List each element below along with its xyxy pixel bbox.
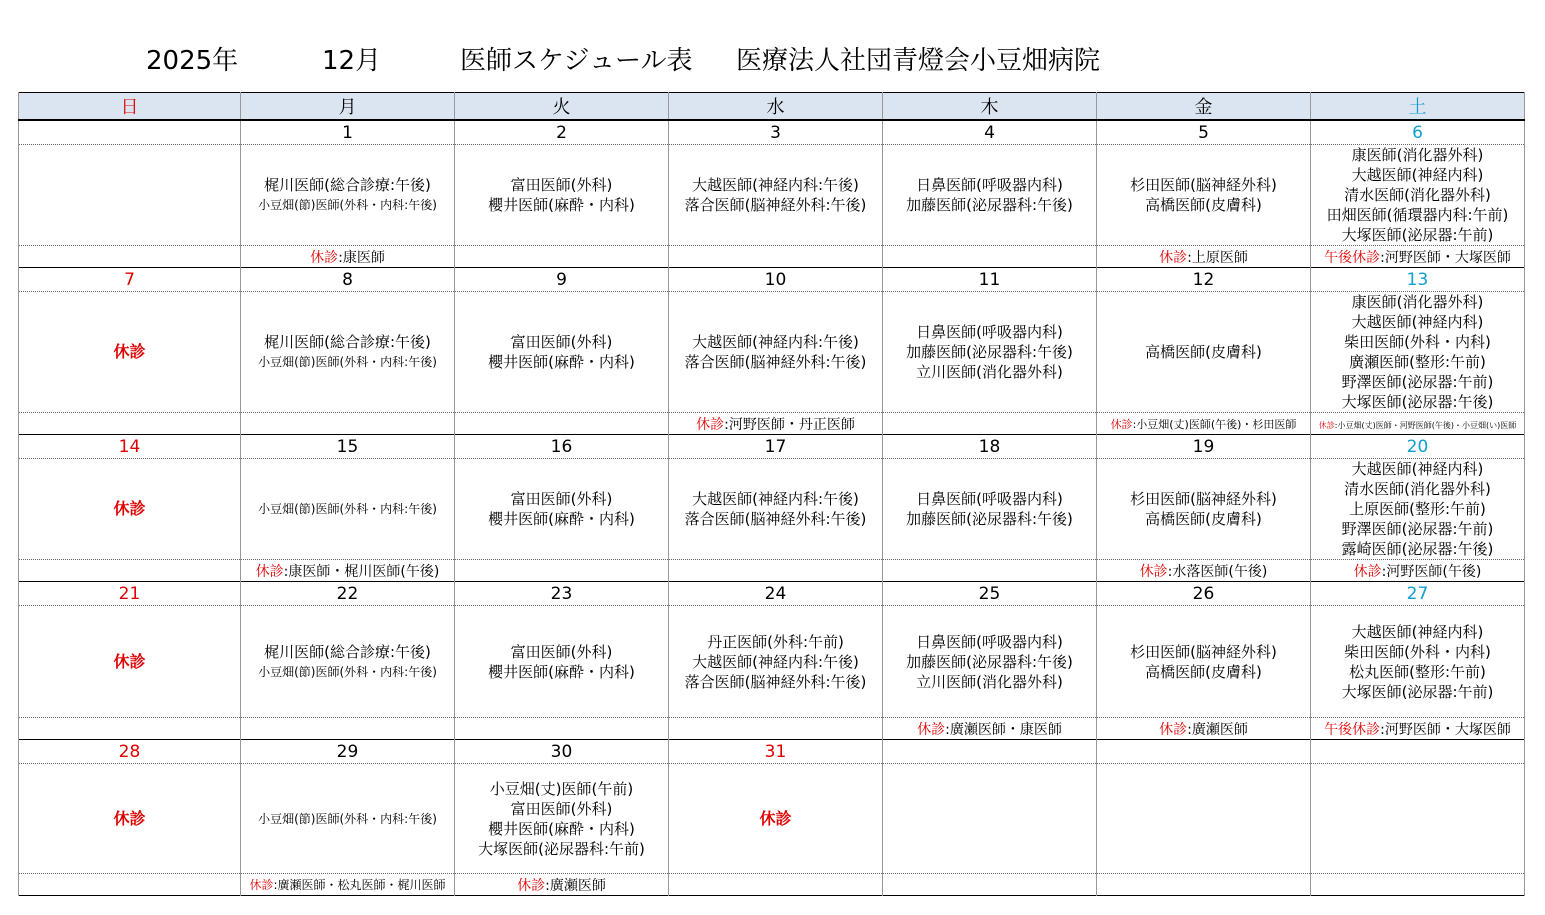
- doctor-entry: 杉田医師(脳神経外科): [1130, 642, 1277, 661]
- doctor-entry: 大塚医師(泌尿器:午前): [1341, 682, 1494, 701]
- weekday-tuesday: 火: [455, 93, 669, 121]
- closed-note-text: :康医師: [338, 249, 385, 266]
- weeks-body: [19, 120, 1525, 896]
- doctor-entry: 高橋医師(皮膚科): [1145, 196, 1262, 214]
- schedule-table: [18, 92, 1525, 896]
- note-cell-sat: [1311, 413, 1525, 435]
- doctor-entry: 野澤医師(泌尿器:午前): [1341, 373, 1494, 391]
- schedule-cell-sun: [19, 764, 241, 874]
- date-cell-sun: 7: [19, 268, 241, 292]
- date-cell-fri: [1097, 740, 1311, 764]
- schedule-cell-fri: [1097, 292, 1311, 413]
- doctor-entry: 大越医師(神経内科): [1351, 313, 1484, 331]
- note-cell-wed: [669, 246, 883, 268]
- doctor-entry: 梶川医師(総合診療:午後): [264, 642, 431, 661]
- date-cell-sat: 20: [1311, 435, 1525, 459]
- doctor-entry: 富田医師(外科): [510, 176, 613, 194]
- doctor-entry: 高橋医師(皮膚科): [1145, 343, 1262, 361]
- note-cell-tue: [455, 413, 669, 435]
- note-cell-tue: [455, 246, 669, 268]
- doctor-entry: 高橋医師(皮膚科): [1145, 510, 1262, 528]
- doctor-entry: 日鼻医師(呼吸器内科): [916, 323, 1063, 341]
- schedule-cell-fri: [1097, 459, 1311, 560]
- closed-note-text: :廣瀬医師: [545, 877, 606, 894]
- note-cell-fri: [1097, 874, 1311, 896]
- date-cell-tue: 30: [455, 740, 669, 764]
- note-cell-wed: [669, 413, 883, 435]
- date-cell-tue: 16: [455, 435, 669, 459]
- schedule-cell-thu: [883, 459, 1097, 560]
- doctor-entry: 小豆畑(節)医師(外科・内科:午後): [258, 355, 437, 369]
- note-row: [19, 413, 1525, 435]
- schedule-cell-thu: [883, 764, 1097, 874]
- date-cell-wed: 10: [669, 268, 883, 292]
- note-cell-wed: [669, 718, 883, 740]
- note-cell-sun: [19, 874, 241, 896]
- date-cell-mon: 15: [241, 435, 455, 459]
- closed-note-text: :河野医師(午後): [1381, 563, 1482, 580]
- date-cell-wed: 24: [669, 582, 883, 606]
- date-cell-thu: [883, 740, 1097, 764]
- schedule-cell-sun: [19, 145, 241, 246]
- note-cell-thu: [883, 246, 1097, 268]
- note-row: [19, 874, 1525, 896]
- doctor-entry: 加藤医師(泌尿器科:午後): [906, 196, 1073, 214]
- doctor-entry: 落合医師(脳神経外科:午後): [684, 510, 867, 528]
- doctor-entry: 大越医師(神経内科): [1351, 166, 1484, 184]
- closed-label: 休診: [113, 342, 146, 361]
- date-cell-thu: 25: [883, 582, 1097, 606]
- schedule-row: [19, 292, 1525, 413]
- schedule-cell-thu: [883, 606, 1097, 718]
- doctor-entry: 清水医師(消化器外科): [1344, 480, 1491, 498]
- date-cell-fri: 5: [1097, 120, 1311, 145]
- date-cell-sat: 6: [1311, 120, 1525, 145]
- note-cell-mon: [241, 413, 455, 435]
- closed-note-text: :河野医師・大塚医師: [1380, 249, 1511, 266]
- note-cell-sun: [19, 246, 241, 268]
- schedule-cell-tue: [455, 292, 669, 413]
- schedule-cell-mon: [241, 145, 455, 246]
- note-cell-sat: [1311, 874, 1525, 896]
- schedule-cell-tue: [455, 459, 669, 560]
- doctor-entry: 小豆畑(節)医師(外科・内科:午後): [258, 198, 437, 212]
- doctor-entry: 上原医師(整形:午前): [1349, 500, 1486, 518]
- schedule-cell-tue: [455, 145, 669, 246]
- date-cell-thu: 18: [883, 435, 1097, 459]
- doctor-entry: 大越医師(神経内科): [1351, 622, 1484, 641]
- note-cell-thu: [883, 413, 1097, 435]
- doctor-entry: 大越医師(神経内科:午後): [692, 176, 859, 194]
- doctor-entry: 櫻井医師(麻酔・内科): [488, 662, 635, 681]
- note-cell-thu: [883, 560, 1097, 582]
- doctor-entry: 松丸医師(整形:午前): [1349, 662, 1486, 681]
- doctor-entry: 康医師(消化器外科): [1351, 146, 1484, 164]
- weekday-saturday: 土: [1311, 93, 1525, 121]
- note-cell-fri: [1097, 718, 1311, 740]
- doctor-entry: 富田医師(外科): [510, 490, 613, 508]
- closed-note-label: 休診: [255, 563, 284, 580]
- closed-note-label: 休診: [517, 877, 546, 894]
- note-row: [19, 246, 1525, 268]
- doctor-entry: 櫻井医師(麻酔・内科): [488, 353, 635, 371]
- date-cell-fri: 26: [1097, 582, 1311, 606]
- schedule-row: [19, 764, 1525, 874]
- schedule-cell-tue: [455, 764, 669, 874]
- schedule-cell-thu: [883, 145, 1097, 246]
- note-cell-wed: [669, 874, 883, 896]
- note-cell-tue: [455, 560, 669, 582]
- closed-label: 休診: [759, 808, 792, 828]
- date-cell-thu: 4: [883, 120, 1097, 145]
- closed-note-text: :廣瀬医師・康医師: [945, 721, 1062, 738]
- doctor-entry: 露崎医師(泌尿器:午後): [1341, 540, 1494, 558]
- closed-note-label: 休診: [1159, 249, 1188, 266]
- title-heading: 医師スケジュール表: [460, 46, 693, 76]
- note-cell-sun: [19, 560, 241, 582]
- schedule-cell-wed: [669, 764, 883, 874]
- doctor-entry: 加藤医師(泌尿器科:午後): [906, 652, 1073, 671]
- page-title: [0, 40, 1545, 80]
- closed-note-label: 休診: [249, 878, 274, 892]
- note-cell-thu: [883, 718, 1097, 740]
- closed-note-text: :康医師・梶川医師(午後): [283, 563, 440, 580]
- note-cell-mon: [241, 246, 455, 268]
- doctor-entry: 大越医師(神経内科:午後): [692, 652, 859, 671]
- weekday-sunday: 日: [19, 93, 241, 121]
- schedule-cell-mon: [241, 459, 455, 560]
- note-cell-mon: [241, 718, 455, 740]
- date-row: [19, 435, 1525, 459]
- note-cell-mon: [241, 560, 455, 582]
- closed-note-label: 休診: [1353, 563, 1382, 580]
- closed-note-label: 午後休診: [1324, 721, 1381, 738]
- weekday-header-row: [19, 93, 1525, 121]
- doctor-entry: 小豆畑(節)医師(外科・内科:午後): [258, 811, 437, 826]
- weekday-wednesday: 水: [669, 93, 883, 121]
- doctor-entry: 田畑医師(循環器内科:午前): [1326, 206, 1509, 224]
- date-cell-sun: 21: [19, 582, 241, 606]
- doctor-entry: 櫻井医師(麻酔・内科): [488, 819, 635, 838]
- doctor-entry: 加藤医師(泌尿器科:午後): [906, 343, 1073, 361]
- doctor-entry: 大塚医師(泌尿器:午後): [1341, 393, 1494, 411]
- schedule-cell-fri: [1097, 145, 1311, 246]
- doctor-entry: 柴田医師(外科・内科): [1344, 642, 1491, 661]
- closed-note-text: :廣瀬医師: [1187, 721, 1248, 738]
- date-row: [19, 268, 1525, 292]
- doctor-entry: 加藤医師(泌尿器科:午後): [906, 510, 1073, 528]
- doctor-entry: 梶川医師(総合診療:午後): [264, 333, 431, 351]
- doctor-entry: 康医師(消化器外科): [1351, 293, 1484, 311]
- doctor-entry: 梶川医師(総合診療:午後): [264, 176, 431, 194]
- weekday-friday: 金: [1097, 93, 1311, 121]
- closed-note-label: 休診: [696, 416, 725, 433]
- date-row: [19, 582, 1525, 606]
- date-cell-thu: 11: [883, 268, 1097, 292]
- schedule-cell-fri: [1097, 764, 1311, 874]
- date-cell-sun: [19, 120, 241, 145]
- note-row: [19, 718, 1525, 740]
- schedule-cell-wed: [669, 145, 883, 246]
- schedule-cell-sat: [1311, 606, 1525, 718]
- schedule-row: [19, 606, 1525, 718]
- date-cell-wed: 3: [669, 120, 883, 145]
- closed-label: 休診: [113, 808, 146, 828]
- doctor-entry: 櫻井医師(麻酔・内科): [488, 196, 635, 214]
- doctor-entry: 富田医師(外科): [510, 799, 613, 818]
- note-cell-sat: [1311, 246, 1525, 268]
- doctor-entry: 柴田医師(外科・内科): [1344, 333, 1491, 351]
- title-month: 12月: [322, 46, 382, 76]
- note-cell-sat: [1311, 718, 1525, 740]
- date-cell-wed: 31: [669, 740, 883, 764]
- note-cell-mon: [241, 874, 455, 896]
- closed-note-label: 休診: [917, 721, 946, 738]
- closed-label: 休診: [113, 651, 146, 671]
- schedule-row: [19, 145, 1525, 246]
- weekday-monday: 月: [241, 93, 455, 121]
- note-cell-tue: [455, 718, 669, 740]
- schedule-cell-sat: [1311, 292, 1525, 413]
- date-cell-fri: 19: [1097, 435, 1311, 459]
- date-cell-tue: 9: [455, 268, 669, 292]
- note-cell-sat: [1311, 560, 1525, 582]
- schedule-cell-sat: [1311, 459, 1525, 560]
- doctor-entry: 落合医師(脳神経外科:午後): [684, 353, 867, 371]
- schedule-cell-wed: [669, 459, 883, 560]
- schedule-cell-mon: [241, 764, 455, 874]
- doctor-entry: 落合医師(脳神経外科:午後): [684, 196, 867, 214]
- date-cell-sat: 13: [1311, 268, 1525, 292]
- doctor-entry: 富田医師(外科): [510, 333, 613, 351]
- note-cell-sun: [19, 718, 241, 740]
- date-cell-mon: 22: [241, 582, 455, 606]
- date-row: [19, 120, 1525, 145]
- date-cell-fri: 12: [1097, 268, 1311, 292]
- schedule-cell-sat: [1311, 764, 1525, 874]
- schedule-cell-sat: [1311, 145, 1525, 246]
- doctor-entry: 小豆畑(丈)医師(午前): [489, 779, 634, 798]
- title-hospital: 医療法人社団青燈会小豆畑病院: [736, 46, 1101, 76]
- doctor-entry: 櫻井医師(麻酔・内科): [488, 510, 635, 528]
- schedule-cell-tue: [455, 606, 669, 718]
- doctor-entry: 日鼻医師(呼吸器内科): [916, 632, 1063, 651]
- closed-note-text: :河野医師・大塚医師: [1380, 721, 1511, 738]
- schedule-cell-wed: [669, 292, 883, 413]
- title-year: 2025年: [146, 46, 239, 76]
- doctor-entry: 小豆畑(節)医師(外科・内科:午後): [258, 664, 437, 679]
- doctor-entry: 清水医師(消化器外科): [1344, 186, 1491, 204]
- note-cell-fri: [1097, 413, 1311, 435]
- schedule-cell-fri: [1097, 606, 1311, 718]
- schedule-row: [19, 459, 1525, 560]
- schedule-cell-mon: [241, 606, 455, 718]
- schedule-cell-sun: [19, 606, 241, 718]
- closed-label: 休診: [113, 499, 146, 518]
- date-cell-tue: 23: [455, 582, 669, 606]
- doctor-entry: 大越医師(神経内科:午後): [692, 333, 859, 351]
- date-row: [19, 740, 1525, 764]
- doctor-entry: 杉田医師(脳神経外科): [1130, 490, 1277, 508]
- note-cell-wed: [669, 560, 883, 582]
- closed-note-label: 休診: [1318, 420, 1335, 430]
- note-cell-fri: [1097, 246, 1311, 268]
- closed-note-label: 休診: [1139, 563, 1168, 580]
- date-cell-sat: 27: [1311, 582, 1525, 606]
- doctor-entry: 富田医師(外科): [510, 642, 613, 661]
- doctor-entry: 日鼻医師(呼吸器内科): [916, 176, 1063, 194]
- closed-note-text: :廣瀬医師・松丸医師・梶川医師: [273, 878, 446, 892]
- date-cell-mon: 1: [241, 120, 455, 145]
- schedule-cell-sun: [19, 459, 241, 560]
- doctor-entry: 大越医師(神経内科): [1351, 460, 1484, 478]
- date-cell-wed: 17: [669, 435, 883, 459]
- note-cell-sun: [19, 413, 241, 435]
- date-cell-tue: 2: [455, 120, 669, 145]
- doctor-entry: 丹正医師(外科:午前): [707, 632, 844, 651]
- doctor-entry: 小豆畑(節)医師(外科・内科:午後): [258, 502, 437, 516]
- date-cell-sun: 14: [19, 435, 241, 459]
- doctor-entry: 杉田医師(脳神経外科): [1130, 176, 1277, 194]
- doctor-entry: 立川医師(消化器外科): [916, 672, 1063, 691]
- date-cell-mon: 29: [241, 740, 455, 764]
- date-cell-mon: 8: [241, 268, 455, 292]
- doctor-entry: 廣瀬医師(整形:午前): [1349, 353, 1486, 371]
- doctor-entry: 立川医師(消化器外科): [916, 363, 1063, 381]
- date-cell-sat: [1311, 740, 1525, 764]
- doctor-entry: 高橋医師(皮膚科): [1145, 662, 1262, 681]
- note-cell-tue: [455, 874, 669, 896]
- weekday-thursday: 木: [883, 93, 1097, 121]
- closed-note-text: :河野医師・丹正医師: [724, 416, 855, 433]
- closed-note-text: :小豆畑(丈)医師・河野医師(午後)・小豆畑(い)医師: [1334, 420, 1517, 430]
- note-cell-fri: [1097, 560, 1311, 582]
- closed-note-label: 休診: [1110, 417, 1133, 431]
- doctor-entry: 大越医師(神経内科:午後): [692, 490, 859, 508]
- schedule-cell-thu: [883, 292, 1097, 413]
- doctor-entry: 大塚医師(泌尿器:午前): [1341, 226, 1494, 244]
- note-cell-thu: [883, 874, 1097, 896]
- doctor-entry: 落合医師(脳神経外科:午後): [684, 672, 867, 691]
- closed-note-label: 休診: [310, 249, 339, 266]
- date-cell-sun: 28: [19, 740, 241, 764]
- closed-note-text: :小豆畑(丈)医師(午後)・杉田医師: [1132, 417, 1297, 431]
- doctor-entry: 日鼻医師(呼吸器内科): [916, 490, 1063, 508]
- closed-note-label: 休診: [1159, 721, 1188, 738]
- doctor-entry: 野澤医師(泌尿器:午前): [1341, 520, 1494, 538]
- note-row: [19, 560, 1525, 582]
- schedule-cell-sun: [19, 292, 241, 413]
- closed-note-label: 午後休診: [1324, 249, 1381, 266]
- schedule-cell-wed: [669, 606, 883, 718]
- closed-note-text: :水落医師(午後): [1167, 563, 1268, 580]
- schedule-cell-mon: [241, 292, 455, 413]
- doctor-entry: 大塚医師(泌尿器科:午前): [478, 839, 645, 858]
- closed-note-text: :上原医師: [1187, 249, 1248, 266]
